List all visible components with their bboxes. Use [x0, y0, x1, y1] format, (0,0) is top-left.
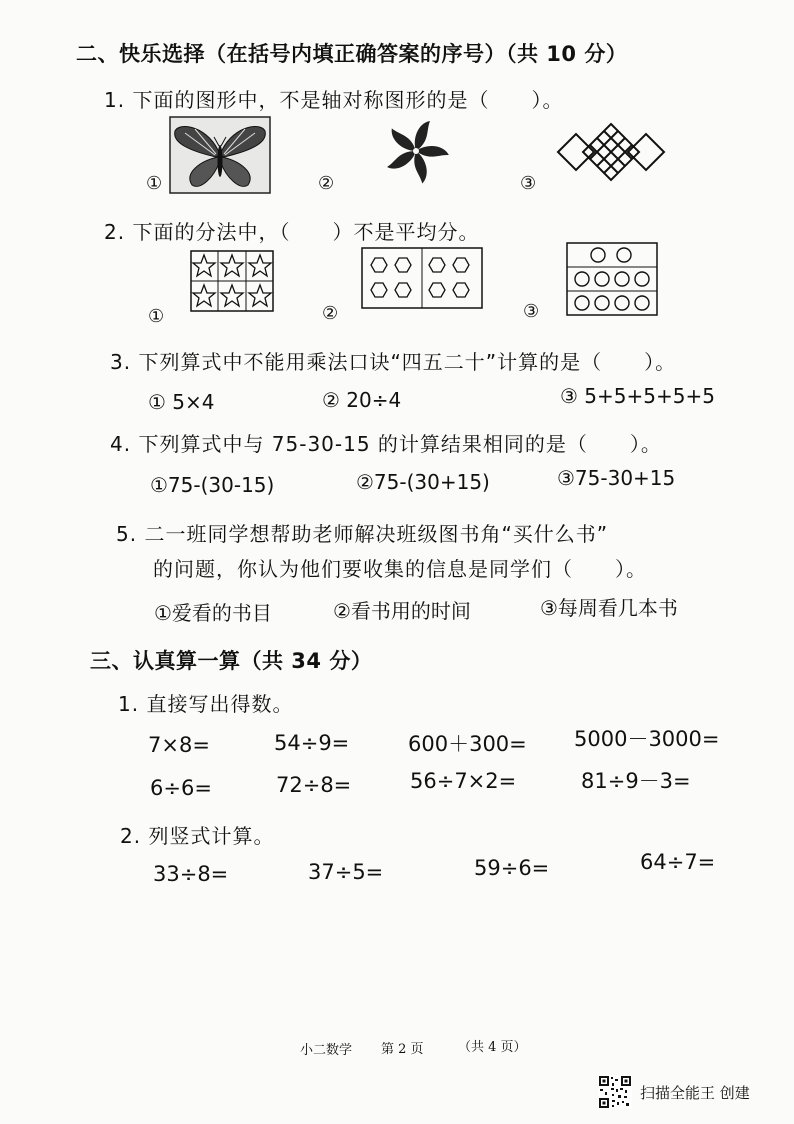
- q2-opt1: ①: [148, 306, 165, 327]
- q3-opt1: ① 5×4: [148, 390, 215, 414]
- q5-opt3: ③每周看几本书: [540, 596, 678, 620]
- q4-opt3: ③75-30+15: [557, 466, 676, 490]
- vcalc-4: 64÷7=: [640, 850, 716, 874]
- q1-text: 1. 下面的图形中，不是轴对称图形的是（ ）。: [104, 88, 564, 112]
- q3-opt3: ③ 5+5+5+5+5: [560, 384, 715, 408]
- footer-total: （共 4 页）: [458, 1040, 527, 1055]
- q2-text: 2. 下面的分法中，（ ）不是平均分。: [104, 220, 480, 244]
- pinwheel-flower-icon: [383, 118, 449, 184]
- p2-label: 2. 列竖式计算。: [120, 824, 275, 848]
- butterfly-image: [170, 117, 270, 193]
- q5-line2: 的问题，你认为他们要收集的信息是同学们（ ）。: [153, 557, 647, 581]
- q2-opt2: ②: [322, 303, 339, 324]
- hexagons-grid-icon: [361, 247, 483, 309]
- calc-r1-c1: 7×8=: [148, 733, 210, 757]
- stars-grid-icon: [190, 250, 274, 312]
- q4-opt2: ②75-(30+15): [356, 470, 490, 494]
- calc-r1-c2: 54÷9=: [274, 731, 350, 755]
- chinese-knot-icon: [556, 120, 666, 184]
- q3-opt2: ② 20÷4: [322, 388, 402, 412]
- q3-text: 3. 下列算式中不能用乘法口诀“四五二十”计算的是（ ）。: [110, 350, 677, 374]
- calc-r2-c4: 81÷9－3=: [581, 769, 691, 793]
- q4-text: 4. 下列算式中与 75-30-15 的计算结果相同的是（ ）。: [110, 432, 662, 456]
- footer-subject: 小二数学: [300, 1043, 353, 1058]
- qr-code-icon: [598, 1075, 632, 1109]
- calc-r2-c3: 56÷7×2=: [410, 769, 517, 793]
- vcalc-2: 37÷5=: [308, 860, 384, 884]
- section2-title: 二、快乐选择（在括号内填正确答案的序号）（共 10 分）: [76, 42, 628, 66]
- calc-r1-c3: 600＋300=: [408, 732, 527, 756]
- q1-opt1: ①: [146, 173, 163, 194]
- footer-page: 第 2 页: [381, 1042, 424, 1057]
- q4-opt1: ①75-(30-15): [150, 473, 275, 497]
- calc-r1-c4: 5000－3000=: [574, 727, 720, 751]
- q1-opt2: ②: [318, 173, 335, 194]
- q1-opt3: ③: [520, 173, 537, 194]
- q5-opt2: ②看书用的时间: [333, 599, 471, 623]
- q5-line1: 5. 二一班同学想帮助老师解决班级图书角“买什么书”: [116, 522, 609, 546]
- vcalc-3: 59÷6=: [474, 856, 550, 880]
- calc-r2-c2: 72÷8=: [276, 773, 352, 797]
- p1-label: 1. 直接写出得数。: [118, 692, 294, 716]
- calc-r2-c1: 6÷6=: [150, 776, 212, 800]
- vcalc-1: 33÷8=: [153, 862, 229, 886]
- watermark-text: 扫描全能王 创建: [640, 1084, 750, 1102]
- q2-opt3: ③: [523, 301, 540, 322]
- circles-grid-icon: [566, 242, 658, 316]
- section3-title: 三、认真算一算（共 34 分）: [90, 649, 373, 673]
- q5-opt1: ①爱看的书目: [154, 601, 272, 625]
